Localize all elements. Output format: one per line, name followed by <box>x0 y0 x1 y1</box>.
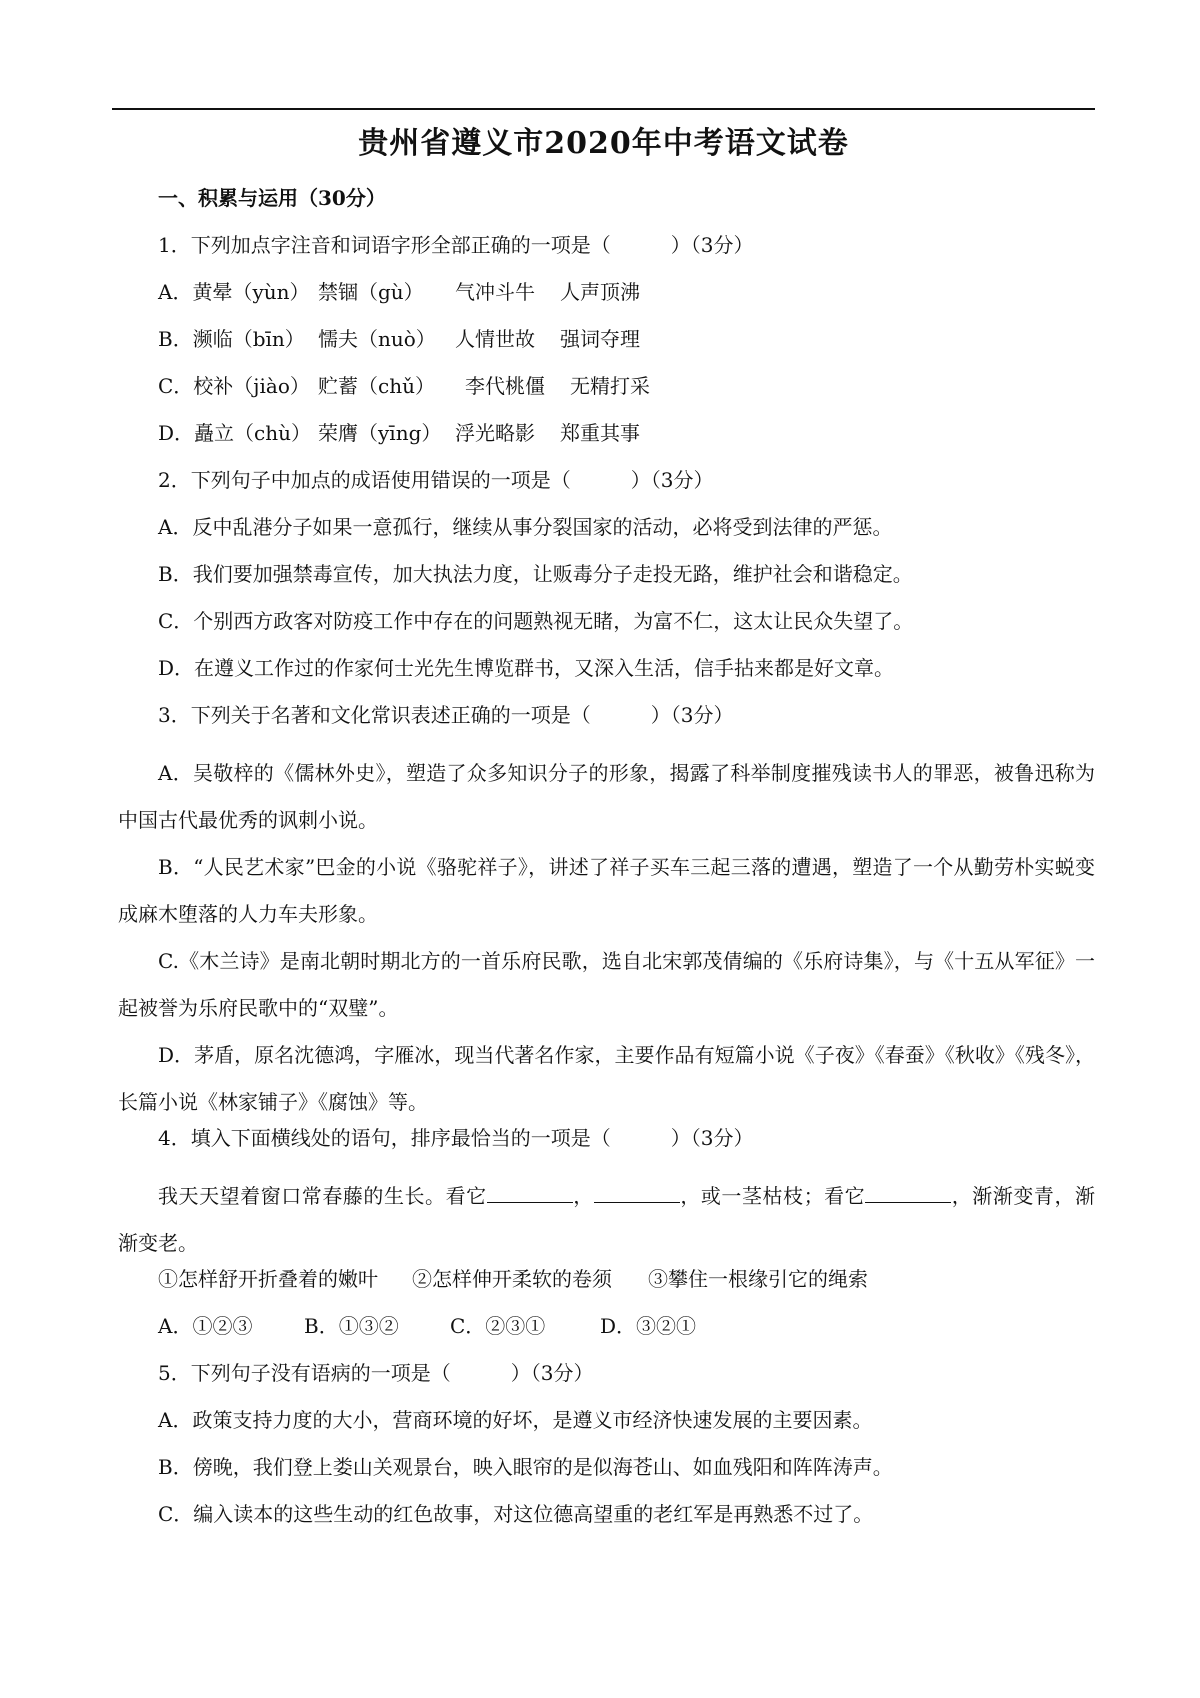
question-4-stem: 4．填入下面横线处的语句，排序最恰当的一项是（ ）（3分） <box>158 1126 754 1150</box>
question-1-option-a: A．黄晕（yùn） 禁锢（gù） 气冲斗牛 人声顶沸 <box>158 280 640 304</box>
question-3-stem: 3．下列关于名著和文化常识表述正确的一项是（ ）（3分） <box>158 703 734 727</box>
question-4-options: A．①②③ B．①③② C．②③① D．③②① <box>158 1314 697 1338</box>
fill-blank-1 <box>487 1184 573 1203</box>
question-5-stem: 5．下列句子没有语病的一项是（ ）（3分） <box>158 1361 594 1385</box>
question-2-stem: 2．下列句子中加点的成语使用错误的一项是（ ）（3分） <box>158 468 714 492</box>
question-4-passage: 我天天望着窗口常春藤的生长。看它 ， ，或一茎枯枝；看它 ，渐渐变青，渐渐变老。 <box>118 1184 1096 1255</box>
exam-content <box>118 186 1095 1549</box>
question-5-option-b: B．傍晚，我们登上娄山关观景台，映入眼帘的是似海苍山、如血残阳和阵阵涛声。 <box>158 1455 893 1479</box>
section-heading: 一、积累与运用（30分） <box>158 186 386 210</box>
fill-blank-2 <box>594 1184 680 1203</box>
question-5-option-a: A．政策支持力度的大小，营商环境的好坏，是遵义市经济快速发展的主要因素。 <box>158 1408 873 1432</box>
question-1-stem: 1．下列加点字注音和词语字形全部正确的一项是（ ）（3分） <box>158 233 754 257</box>
question-3-option-d: D．茅盾，原名沈德鸿，字雁冰，现当代著名作家，主要作品有短篇小说《子夜》《春蚕》《秋收》《残冬》，长篇小说《林家铺子》《腐蚀》等。 <box>118 1043 1095 1114</box>
header-rule <box>112 108 1095 110</box>
question-1-option-c: C．校补（jiào） 贮蓄（chǔ） 李代桃僵 无精打采 <box>158 374 650 398</box>
page-title: 贵州省遵义市2020年中考语文试卷 <box>358 126 849 161</box>
question-5-option-c: C．编入读本的这些生动的红色故事，对这位德高望重的老红军是再熟悉不过了。 <box>158 1502 874 1526</box>
question-1-option-d: D．矗立（chù） 荣膺（yīng） 浮光略影 郑重其事 <box>158 421 640 445</box>
question-3-option-c: C.《木兰诗》是南北朝时期北方的一首乐府民歌，选自北宋郭茂倩编的《乐府诗集》，与《十五从军征》一起被誉为乐府民歌中的“双璧”。 <box>118 949 1095 1020</box>
question-4-items: ①怎样舒开折叠着的嫩叶 ②怎样伸开柔软的卷须 ③攀住一根缘引它的绳索 <box>158 1267 868 1291</box>
question-2-option-c: C．个别西方政客对防疫工作中存在的问题熟视无睹，为富不仁，这太让民众失望了。 <box>158 609 914 633</box>
fill-blank-3 <box>865 1184 951 1203</box>
question-2-option-a: A．反中乱港分子如果一意孤行，继续从事分裂国家的活动，必将受到法律的严惩。 <box>158 515 893 539</box>
question-2-option-d: D．在遵义工作过的作家何士光先生博览群书，又深入生活，信手拈来都是好文章。 <box>158 656 895 680</box>
question-2-option-b: B．我们要加强禁毒宣传，加大执法力度，让贩毒分子走投无路，维护社会和谐稳定。 <box>158 562 913 586</box>
question-3-option-b: B．“人民艺术家”巴金的小说《骆驼祥子》，讲述了祥子买车三起三落的遭遇，塑造了一个从勤劳朴实蜕变成麻木堕落的人力车夫形象。 <box>118 855 1095 926</box>
question-3-option-a: A．吴敬梓的《儒林外史》，塑造了众多知识分子的形象，揭露了科举制度摧残读书人的罪恶，被鲁迅称为中国古代最优秀的讽刺小说。 <box>118 761 1095 832</box>
question-1-option-b: B．濒临（bīn） 懦夫（nuò） 人情世故 强词夺理 <box>158 327 640 351</box>
